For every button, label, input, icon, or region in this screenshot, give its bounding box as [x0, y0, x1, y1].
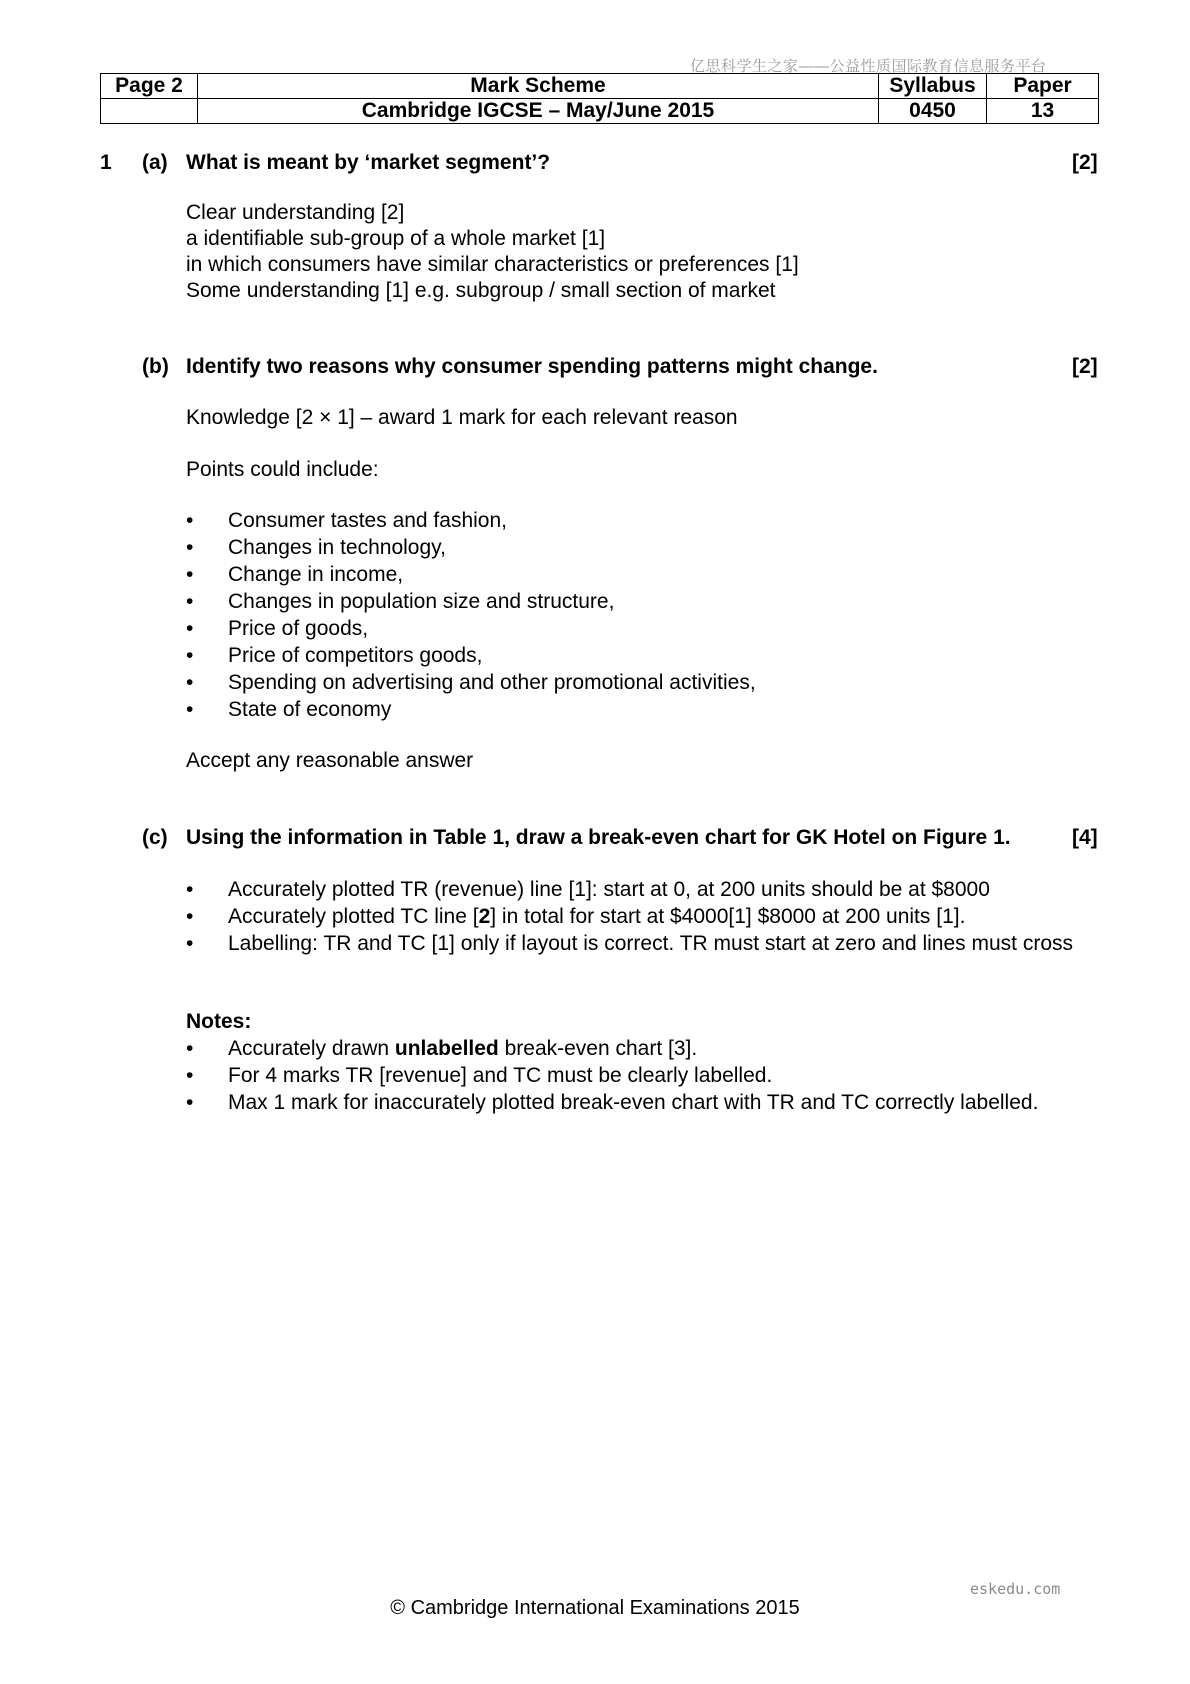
bullet: •: [186, 617, 194, 640]
syllabus-label: Syllabus: [879, 74, 987, 99]
part-a-label: (a): [142, 151, 168, 174]
notes-label: Notes:: [186, 1010, 252, 1033]
bullet: •: [186, 878, 194, 901]
bullet: •: [186, 644, 194, 667]
part-c-question: Using the information in Table 1, draw a break-even chart for GK Hotel on Figure 1.: [186, 826, 1011, 849]
part-b-accept: Accept any reasonable answer: [186, 749, 474, 772]
bullet: •: [186, 932, 194, 955]
paper-label: Paper: [987, 74, 1099, 99]
paper-code: 13: [987, 99, 1099, 124]
bullet: •: [186, 536, 194, 559]
watermark-top: 亿思科学生之家——公益性质国际教育信息服务平台: [690, 58, 1047, 75]
watermark-bottom: eskedu.com: [970, 1580, 1061, 1598]
bullet: •: [186, 509, 194, 532]
part-c-label: (c): [142, 826, 168, 849]
bullet: •: [186, 698, 194, 721]
part-a-line: a identifiable sub-group of a whole market [1]: [186, 227, 606, 250]
header-table: [100, 73, 1099, 124]
header-subtitle: Cambridge IGCSE – May/June 2015: [198, 99, 879, 124]
part-b-question: Identify two reasons why consumer spending patterns might change.: [186, 355, 878, 378]
part-b-knowledge: Knowledge [2 × 1] – award 1 mark for each relevant reason: [186, 406, 738, 429]
question-number: 1: [100, 151, 112, 174]
bullet: •: [186, 905, 194, 928]
bullet: •: [186, 1064, 194, 1087]
bullet: •: [186, 563, 194, 586]
bullet: •: [186, 671, 194, 694]
footer-copyright: © Cambridge International Examinations 2015: [390, 1597, 800, 1619]
part-a-line: Clear understanding [2]: [186, 201, 405, 224]
part-c-marks: [4]: [1072, 826, 1098, 849]
syllabus-code: 0450: [879, 99, 987, 124]
header-title: Mark Scheme: [198, 74, 879, 99]
page-number: Page 2: [101, 74, 198, 99]
bullet: •: [186, 590, 194, 613]
bullet: •: [186, 1091, 194, 1114]
part-b-points-intro: Points could include:: [186, 458, 379, 481]
part-b-marks: [2]: [1072, 355, 1098, 378]
part-a-line: in which consumers have similar characteristics or preferences [1]: [186, 253, 799, 276]
part-a-line: Some understanding [1] e.g. subgroup / small section of market: [186, 279, 776, 302]
part-b-label: (b): [142, 355, 169, 378]
part-a-question: What is meant by ‘market segment’?: [186, 151, 551, 174]
part-a-marks: [2]: [1072, 151, 1098, 174]
header-empty-cell: [101, 99, 198, 124]
bullet: •: [186, 1037, 194, 1060]
